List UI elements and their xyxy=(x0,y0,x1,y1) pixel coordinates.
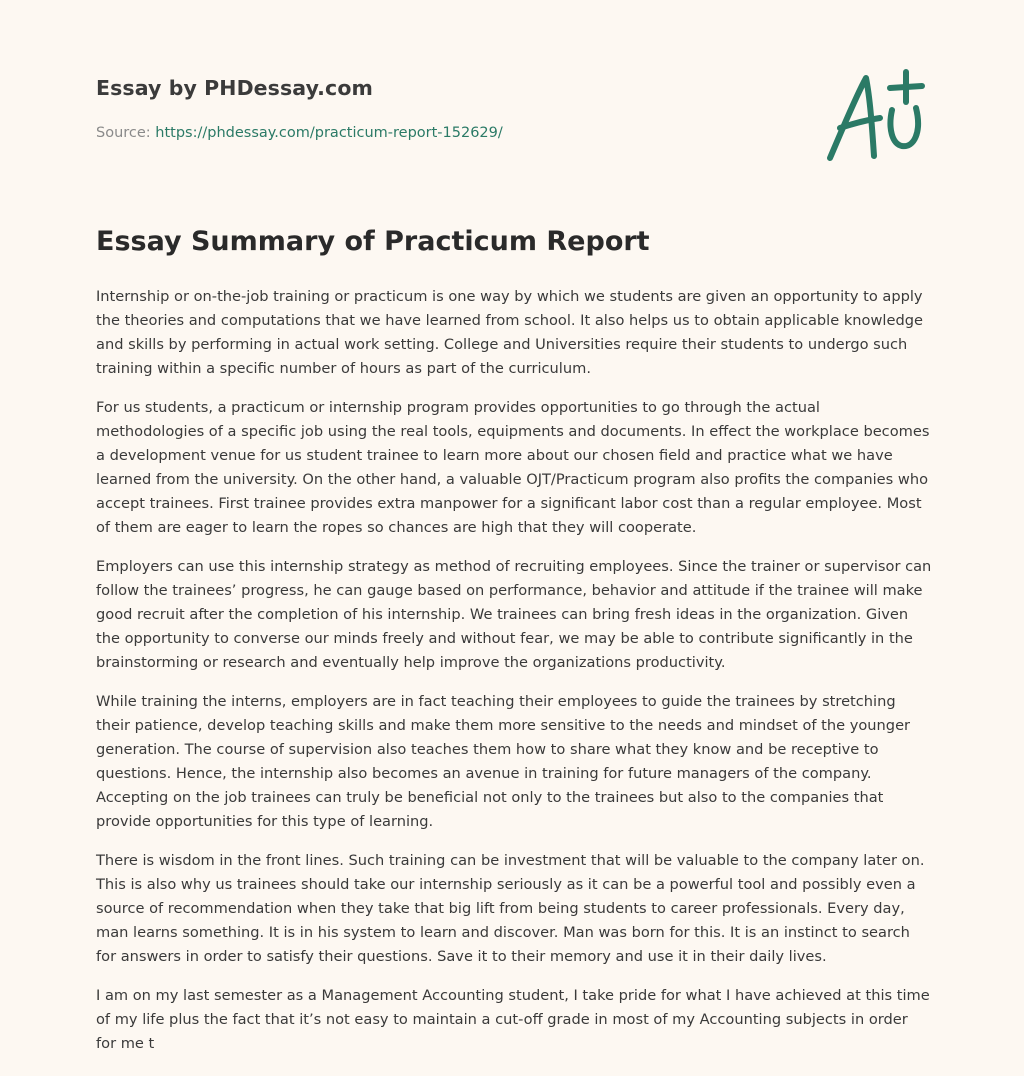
essay-paragraph-5: There is wisdom in the front lines. Such training can be investment that will be valuable to the company later on. This is also why us trainees should take our internship seriously as it can be a powerful tool and possibly even a source of recommendation when they take that big lift from being students to career professionals. Every day, man learns something. It is in his system to learn and discover. Man was born for this. It is an instinct to search for answers in order to satisfy their questions. Save it to their memory and use it in their daily lives. xyxy=(96,852,925,965)
source-line xyxy=(96,125,503,141)
essay-paragraph-3: Employers can use this internship strategy as method of recruiting employees. Since the trainer or supervisor can follow the trainees’ progress, he can gauge based on performance, behavior and attitude if the trainee will make good recruit after the completion of his internship. We trainees can bring fresh ideas in the organization. Given the opportunity to converse our minds freely and without fear, we may be able to contribute significantly in the brainstorming or research and eventually help improve the organizations productivity. xyxy=(96,558,932,671)
essay-paragraph-1: Internship or on-the-job training or practicum is one way by which we students are given an opportunity to apply the theories and computations that we have learned from school. It also helps us to obtain applicable knowledge and skills by performing in actual work setting. College and Universities require their students to undergo such training within a specific number of hours as part of the curriculum. xyxy=(96,288,923,377)
site-title: Essay by PHDessay.com xyxy=(96,76,373,100)
essay-paragraph-6: I am on my last semester as a Management Accounting student, I take pride for what I have achieved at this time of my life plus the fact that it’s not easy to maintain a cut-off grade in most of my Accounting subjects in order for me t xyxy=(96,987,930,1052)
source-link[interactable]: https://phdessay.com/practicum-report-152629/ xyxy=(155,125,503,141)
source-label: Source: xyxy=(96,125,151,141)
essay-paragraph-2: For us students, a practicum or internship program provides opportunities to go through the actual methodologies of a specific job using the real tools, equipments and documents. In effect the workplace becomes a development venue for us student trainee to learn more about our chosen field and practice what we have learned from the university. On the other hand, a valuable OJT/Practicum program also profits the companies who accept trainees. First trainee provides extra manpower for a significant labor cost than a regular employee. Most of them are eager to learn the ropes so chances are high that they will cooperate. xyxy=(96,399,930,536)
a-plus-grade-icon xyxy=(826,68,926,162)
essay-paragraph-4: While training the interns, employers are in fact teaching their employees to guide the trainees by stretching their patience, develop teaching skills and make them more sensitive to the needs and mindset of the younger generation. The course of supervision also teaches them how to share what they know and be receptive to questions. Hence, the internship also becomes an avenue in training for future managers of the company. Accepting on the job trainees can truly be beneficial not only to the trainees but also to the companies that provide opportunities for this type of learning. xyxy=(96,693,911,830)
page-header xyxy=(96,74,928,184)
essay-body xyxy=(96,285,932,1071)
essay-title: Essay Summary of Practicum Report xyxy=(96,226,650,257)
